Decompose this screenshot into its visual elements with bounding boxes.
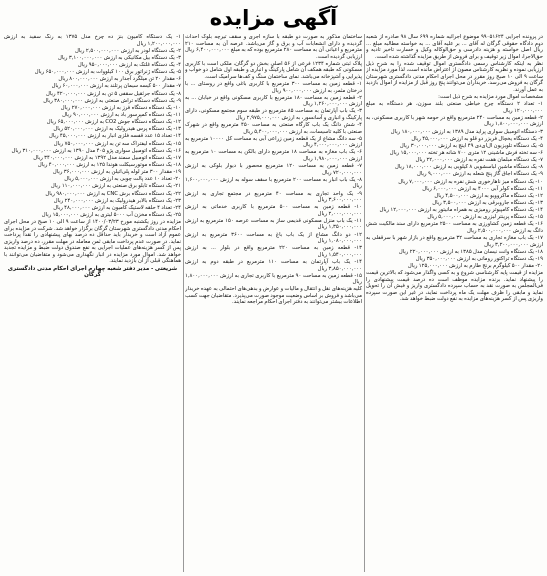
notice-paragraph: ۵- یک دستگاه تلویزیون ال‌ای‌دی ۴۹ اینچ به ارزش ۳۰,۰۰۰,۰۰۰ ریال bbox=[399, 142, 543, 149]
notice-paragraph: در پرونده اجرایی ۹۹۰۵۱۶۲۴ موضوع اجرائیه شماره ۶۹۹ سال ۹۸ صادره از شعبه دوم دادگاه حقوقی گرگان له آقای ... بر علیه آقای ... به خواسته مطالبه مبلغ ... ریال اصل خواسته و هزینه دادرسی و حق‌الوکاله وکیل و خسارت تاخیر تادیه و حق‌الاجرا، اموال زیر توقیف و برای فروش از طریق مزایده گذاشته شده است. bbox=[366, 34, 543, 60]
notice-paragraph: ۵- سه دانگ مشاع از یک قطعه زمین زراعی آبی به مساحت کل ۱۰۰۰۰ مترمربع به ارزش ۴,۰۰۰,۰۰۰,۰۰۰ ریال bbox=[185, 135, 362, 149]
notice-paragraph: ۷- مقدار ۵۰۰ کیسه سیمان پرتلند به ارزش ۶۰,۰۰۰,۰۰۰ ریال bbox=[51, 83, 181, 90]
notice-paragraph: ۱۳- یک دستگاه جاروبرقی به ارزش ۳,۵۰۰,۰۰۰ ریال bbox=[432, 200, 543, 207]
notice-paragraph: ۸- یک باب انبار به مساحت ۲۰۰ مترمربع با سقف سوله به ارزش ۱,۶۰۰,۰۰۰,۰۰۰ ریال bbox=[185, 176, 362, 190]
notice-paragraph: مشخصات اموال مورد مزایده به شرح ذیل است: bbox=[438, 94, 543, 101]
notice-paragraph: ۱۹- مقدار ۳۰۰ متر لوله پلی‌اتیلن به ارزش ۳۶,۰۰۰,۰۰۰ ریال bbox=[52, 169, 181, 176]
notice-paragraph: پلاک ثبتی شماره ۱۲۳۴ فرعی از ۵۶ اصلی بخش دو گرگان، ملکی است با کاربری مسکونی که طبقه همکف آن شامل پارکینگ و انباری و طبقه اول شامل دو خواب و پذیرایی و آشپزخانه می‌باشد. نمای ساختمان سنگ و کف‌ها سرامیک است. bbox=[185, 60, 362, 80]
notice-paragraph: ۲- قطعه زمین به مساحت ۱۸۰ مترمربع با کاربری مسکونی واقع در خیابان ... به ارزش ۱,۲۶۰,۰۰۰,۰۰۰ ریال bbox=[185, 94, 362, 108]
notice-paragraph: ۱۶- یک قطعه زمین کشاورزی به مساحت ۲۵۰۰ مترمربع دارای سند مالکیت شش دانگ به ارزش ۲,۵۰۰,۰۰۰,۰۰۰ ریال bbox=[366, 221, 543, 234]
notice-paragraph: ۵- یک دستگاه ژنراتور برق ۱۰۰ کیلووات به ارزش ۶۵۰,۰۰۰,۰۰۰ ریال bbox=[34, 69, 181, 76]
notice-paragraph: نظر به اینکه کارشناس رسمی دادگستری اموال توقیف شده را به شرح ذیل ارزیابی نموده و نظریه کارشناس مصون از اعتراض مانده است، لذا مورد مزایده از ساعت ۹ الی ۱۰ صبح روز مقرر در محل اجرای احکام مدنی دادگستری شهرستان گرگان به فروش می‌رسد. خریداران می‌توانند پنج روز قبل از مزایده از اموال بازدید به عمل آورند. bbox=[366, 60, 543, 93]
notice-columns bbox=[4, 34, 543, 572]
column-left bbox=[4, 34, 181, 572]
notice-paragraph: ۲- یک دستگاه لودر به ارزش ۲,۵۰۰,۰۰۰,۰۰۰ ریال bbox=[74, 47, 181, 54]
notice-paragraph: ۱۸- یک دستگاه موتورسیکلت هوندا ۱۲۵ به ارزش ۴۰,۰۰۰,۰۰۰ ریال bbox=[37, 161, 181, 168]
notice-paragraph: ۲۰- مقدار ۵۰۰ کیلوگرم برنج طارم به ارزش ۱۲۵,۰۰۰,۰۰۰ ریال bbox=[407, 263, 543, 270]
notice-paragraph: ۲۲- یک دستگاه دستگاه برش CNC به ارزش ۹۸۰,۰۰۰,۰۰۰ ریال bbox=[45, 190, 181, 197]
notice-paragraph: ۱۱- یک دستگاه کولر آبی ۴۰۰۰ به ارزش ۶,۰۰۰,۰۰۰ ریال bbox=[422, 185, 543, 192]
notice-paragraph: ۴- شش دانگ یک باب کارگاه صنعتی به مساحت ۴۵۰ مترمربع واقع در شهرک صنعتی با کلیه تاسیسات، به ارزش ۵,۴۰۰,۰۰۰,۰۰۰ ریال bbox=[185, 122, 362, 135]
notice-title: آگهی مزایده bbox=[209, 6, 338, 30]
notice-paragraph: ساختمان مذکور به صورت دو طبقه با سازه آجری و سقف تیرچه بلوک احداث گردیده و دارای انشعابات آب و برق و گاز می‌باشد. عرصه آن به مساحت ۲۱۰ مترمربع و اعیانی آن به مساحت ۲۸۰ مترمربع بوده که به مبلغ ۶,۴۰۰,۰۰۰,۰۰۰ ریال ارزیابی گردیده است. bbox=[185, 34, 362, 60]
notice-paragraph: ۱۰- قطعه زمین به مساحت ۵۰۰ مترمربع با کاربری خدماتی به ارزش ۲,۰۰۰,۰۰۰,۰۰۰ ریال bbox=[185, 204, 362, 217]
notice-paragraph: ۱۴- یک باب آپارتمان به مساحت ۱۱۰ مترمربع در طبقه دوم به ارزش ۳,۸۵۰,۰۰۰,۰۰۰ ریال bbox=[185, 258, 362, 272]
notice-paragraph: ۱۳- قطعه زمین به مساحت ۲۲۰ مترمربع واقع در بلوار ... به ارزش ۱,۵۴۰,۰۰۰,۰۰۰ ریال bbox=[185, 245, 362, 258]
notice-paragraph: ۱۴- تعداد ۱۵ عدد قفسه فلزی انبار به ارزش ۴۵,۰۰۰,۰۰۰ ریال bbox=[49, 133, 181, 140]
notice-paragraph: ۱۲- دو دانگ مشاع از یک باب باغ به مساحت ۳۶۰۰ مترمربع به ارزش ۱,۰۸۰,۰۰۰,۰۰۰ ریال bbox=[185, 231, 362, 245]
notice-paragraph: ۱۶- یک دستگاه اتومبیل سواری پژو ۴۰۵ مدل ۱۳۹۰ به ارزش ۳۱۰,۰۰۰,۰۰۰ ریال bbox=[11, 147, 181, 154]
notice-paragraph: ۱۳- یک دستگاه پرس هیدرولیک به ارزش ۵۲۰,۰۰۰,۰۰۰ ریال bbox=[53, 126, 181, 133]
notice-paragraph: ۱۵- قطعه زمین به مساحت ۹۰ مترمربع با کاربری تجاری به ارزش ۱,۸۰۰,۰۰۰,۰۰۰ ریال bbox=[185, 272, 362, 286]
notice-paragraph: ۲۵- یک دستگاه مخزن آب ۵۰۰۰ لیتری به ارزش ۱۵,۰۰۰,۰۰۰ ریال bbox=[41, 211, 181, 218]
notice-paragraph: ۱۹- یک دستگاه تراکتور رومانی به ارزش ۳۵۰,۰۰۰,۰۰۰ ریال bbox=[415, 255, 543, 262]
notice-paragraph: ۱۰- یک دستگاه دستگاه فرز به ارزش ۲۷۰,۰۰۰,۰۰۰ ریال bbox=[60, 104, 181, 111]
notice-paragraph: ۱- قطعه زمین به مساحت ۳۰۰ مترمربع با کاربری باغی واقع در روستای ... با درختان مثمر، به ارزش ۹۰۰,۰۰۰,۰۰۰ ریال bbox=[185, 81, 362, 94]
notice-paragraph: ۳- دستگاه اتومبیل سواری پراید مدل ۱۳۸۹ به ارزش ۱۸۰,۰۰۰,۰۰۰ ریال bbox=[390, 128, 543, 135]
notice-paragraph: کلیه هزینه‌های نقل و انتقال و مالیات و عوارض و بدهی‌های احتمالی به عهده خریدار می‌باشد و فروش بر اساس وضعیت موجود صورت می‌پذیرد. متقاضیان جهت کسب اطلاعات بیشتر می‌توانند به دفتر اجرای احکام مراجعه نمایند. bbox=[185, 286, 362, 306]
notice-paragraph: ۱۵- یک دستگاه پرینتر لیزری به ارزش ۵,۰۰۰,۰۰۰ ریال bbox=[427, 214, 543, 221]
notice-signature: شریعتی - مدیر دفتر شعبه چهارم اجرای احکام مدنی دادگستری گرگان bbox=[7, 265, 178, 279]
notice-paragraph: ۱۲- یک دستگاه دستگاه جوش CO2 به ارزش ۶۵,۰۰۰,۰۰۰ ریال bbox=[46, 119, 181, 126]
notice-paragraph: ۳- یک دستگاه بیل مکانیکی به ارزش ۳,۱۰۰,۰۰۰,۰۰۰ ریال bbox=[57, 54, 181, 61]
column-right bbox=[366, 34, 543, 572]
notice-paragraph: ۲۰- تعداد ۱۰ عدد پالت چوبی به ارزش ۵,۰۰۰,۰۰۰ ریال bbox=[64, 176, 181, 183]
column-middle bbox=[185, 34, 362, 572]
notice-paragraph: ۹- یک دستگاه اجاق گاز پنج شعله به ارزش ۹,۰۰۰,۰۰۰ ریال bbox=[417, 171, 543, 178]
notice-paragraph: ۱۰- یک دستگاه میز ناهارخوری شش نفره به ارزش ۷,۰۰۰,۰۰۰ ریال bbox=[398, 178, 543, 185]
notice-paragraph: ۳- یک باب آپارتمان به مساحت ۸۵ مترمربع در طبقه سوم مجتمع مسکونی، دارای پارکینگ و انباری و آسانسور، به ارزش ۲,۹۷۵,۰۰۰,۰۰۰ ریال bbox=[185, 108, 362, 121]
notice-paragraph: ۶- مقدار ۲۰ تن میلگرد آجدار به ارزش ۸۰۰,۰۰۰,۰۰۰ ریال bbox=[58, 76, 181, 83]
notice-paragraph: ۲- قطعه زمین به مساحت ۲۴۰ مترمربع واقع در حومه شهر با کاربری مسکونی، به ارزش ۱,۸۰۰,۰۰۰,۰۰۰ ریال bbox=[366, 114, 543, 128]
notice-paragraph: مزایده از قیمت پایه کارشناسی شروع و به کسی واگذار می‌شود که بالاترین قیمت را پیشنهاد نماید. برنده مزایده موظف است ده درصد قیمت پیشنهادی را فی‌المجلس به صورت نقد به حساب سپرده دادگستری واریز و فیش آن را تحویل نماید و مابقی را ظرف مهلت یک ماه پرداخت نماید، در غیر این صورت سپرده واریزی پس از کسر هزینه‌های مزایده به نفع دولت ضبط خواهد شد. bbox=[366, 270, 543, 303]
notice-paragraph: ۱۱- یک باب منزل مسکونی قدیمی ساز به مساحت عرصه ۱۵۰ مترمربع به ارزش ۱,۳۵۰,۰۰۰,۰۰۰ ریال bbox=[185, 217, 362, 231]
notice-paragraph: ۱۵- یک دستگاه لیفتراک سه تن به ارزش ۷۵۰,۰۰۰,۰۰۰ ریال bbox=[53, 140, 181, 147]
notice-paragraph: ۷- یک دستگاه مبلمان هفت نفره به ارزش ۲۲,۰۰۰,۰۰۰ ریال bbox=[415, 157, 543, 164]
notice-paragraph: مزایده در روز یکشنبه مورخ ۱۴۰۰/۰۳/۲۳ از ساعت ۹ الی ۱۰ صبح در محل اجرای احکام مدنی دادگستری شهرستان گرگان برگزار خواهد شد. شرکت در مزایده برای عموم آزاد است و خریدار باید حداقل ده درصد بهای پیشنهادی را نقداً پرداخت نماید. در صورت عدم پرداخت مابقی ثمن معامله در مهلت مقرر، ده درصد واریزی پس از کسر هزینه‌های عملیات اجرایی به نفع صندوق دولت ضبط و مزایده تجدید خواهد شد. اموال مورد مزایده در انبار نگهداری می‌شود و متقاضیان می‌توانند با هماهنگی قبلی از آن بازدید نمایند. bbox=[4, 219, 181, 265]
notice-paragraph: ۱۸- یک دستگاه وانت نیسان مدل ۱۳۸۵ به ارزش ۲۲۰,۰۰۰,۰۰۰ ریال bbox=[398, 248, 543, 255]
notice-paragraph: ۱۷- یک دستگاه اتومبیل سمند مدل ۱۳۹۲ به ارزش ۳۴۰,۰۰۰,۰۰۰ ریال bbox=[33, 154, 181, 161]
notice-paragraph: ۴- یک دستگاه یخچال فریزر دو قلو به ارزش ۴۵,۰۰۰,۰۰۰ ریال bbox=[411, 135, 543, 142]
notice-paragraph: ۶- یک باب مغازه به مساحت ۱۸ مترمربع دارای بالکن به مساحت ۱۰ مترمربع به ارزش ۱,۹۸۰,۰۰۰,۰۰۰ ریال bbox=[185, 149, 362, 162]
notice-paragraph: ۶- سه تخته فرش ماشینی ۱۲ متری ۷۰۰ شانه هر تخته ۱۵,۰۰۰,۰۰۰ ریال bbox=[389, 150, 543, 157]
notice-paragraph: ۱۷- یک باب مغازه تجاری به مساحت ۳۲ مترمربع واقع در بازار شهر با سرقفلی به ارزش ۳,۲۰۰,۰۰۰,۰۰۰ ریال bbox=[366, 235, 543, 248]
notice-paragraph: ۱۴- یک دستگاه کامپیوتر رومیزی به همراه مانیتور به ارزش ۱۲,۰۰۰,۰۰۰ ریال bbox=[379, 207, 543, 214]
notice-paragraph: ۲۱- یک دستگاه تابلو برق صنعتی به ارزش ۱۱۰,۰۰۰,۰۰۰ ریال bbox=[50, 183, 181, 190]
notice-paragraph: ۸- یک دستگاه ماشین لباسشویی ۸ کیلویی به ارزش ۱۸,۰۰۰,۰۰۰ ریال bbox=[394, 164, 543, 171]
notice-paragraph: ۲۴- تعداد ۴ حلقه لاستیک کامیون به ارزش ۴۸,۰۰۰,۰۰۰ ریال bbox=[53, 204, 181, 211]
notice-paragraph: ۲۳- یک دستگاه بالابر هیدرولیک به ارزش ۲۴۰,۰۰۰,۰۰۰ ریال bbox=[53, 197, 181, 204]
notice-paragraph: ۱۱- یک دستگاه کمپرسور باد به ارزش ۹۰,۰۰۰,۰۰۰ ریال bbox=[62, 111, 181, 118]
notice-paragraph: ۹- یک واحد تجاری به مساحت ۴۰ مترمربع در مجتمع تجاری به ارزش ۳,۶۰۰,۰۰۰,۰۰۰ ریال bbox=[185, 190, 362, 204]
notice-paragraph: ۱- تعداد ۲ دستگاه چرخ خیاطی صنعتی بلند سوزن، هر دستگاه به مبلغ ۱۲۰,۰۰۰,۰۰۰ ریال bbox=[366, 101, 543, 114]
notice-paragraph: ۱۲- یک دستگاه ماکروویو به ارزش ۴,۵۰۰,۰۰۰ ریال bbox=[434, 192, 543, 199]
notice-paragraph: ۹- یک دستگاه دستگاه تراش صنعتی به ارزش ۳۸۰,۰۰۰,۰۰۰ ریال bbox=[43, 97, 181, 104]
notice-paragraph: ۷- قطعه زمین به مساحت ۱۲۰ مترمربع محصور با دیوار بلوکی به ارزش ۷۲۰,۰۰۰,۰۰۰ ریال bbox=[185, 163, 362, 176]
notice-paragraph: ۸- یک دستگاه جرثقیل سقفی ۵ تن به ارزش ۴۲۰,۰۰۰,۰۰۰ ریال bbox=[46, 90, 181, 97]
notice-paragraph: ۴- یک دستگاه غلتک به ارزش ۹۵۰,۰۰۰,۰۰۰ ریال bbox=[77, 61, 181, 68]
notice-paragraph: ۱- یک دستگاه کامیون بنز ده چرخ مدل ۱۳۷۵ به رنگ سفید به ارزش ۱,۲۰۰,۰۰۰,۰۰۰ ریال bbox=[4, 34, 181, 47]
